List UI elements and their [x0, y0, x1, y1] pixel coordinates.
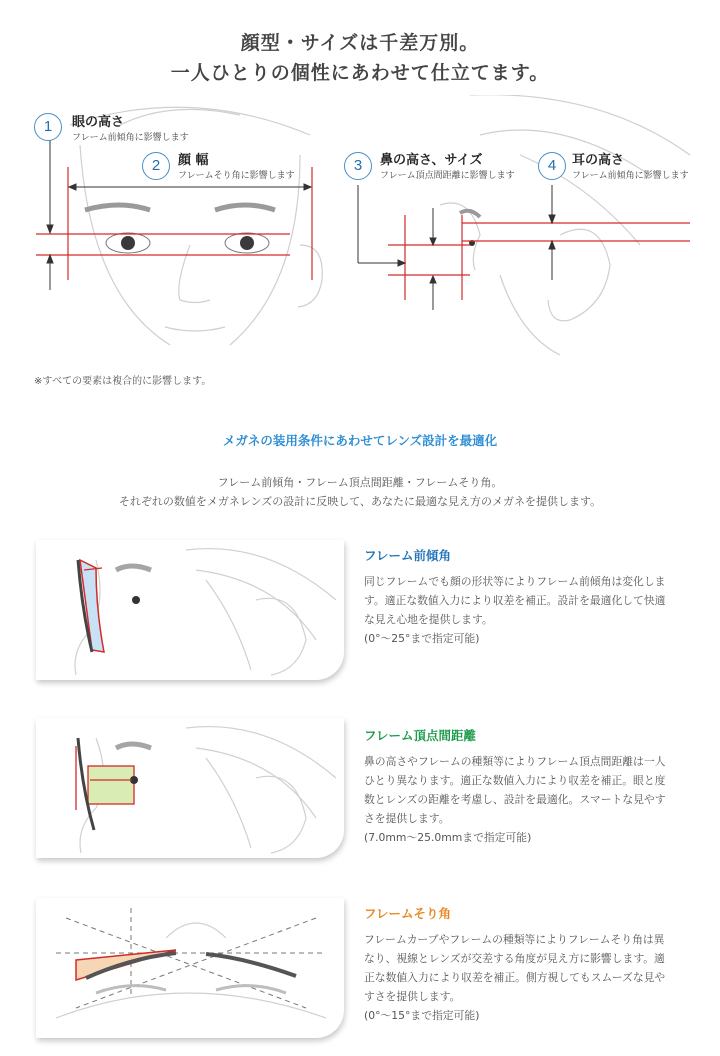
wrap-angle-range: (0°～15°まで指定可能) [364, 1009, 480, 1022]
optimize-heading: メガネの装用条件にあわせてレンズ設計を最適化 [222, 433, 498, 448]
right-eyebrow [215, 205, 275, 210]
wrap-angle-description [364, 930, 694, 1025]
wrap-angle-title: フレームそり角 [364, 906, 452, 921]
vertex-distance-line-4: さを提供します。 [364, 812, 450, 825]
factor-number-1: 1 [34, 113, 62, 141]
pantoscopic-tilt-illustration [36, 540, 344, 680]
intro-line-1: フレーム前傾角・フレーム頂点間距離・フレームそり角。 [217, 476, 503, 489]
vertex-distance-description [364, 752, 694, 847]
wrap-angle-line-2: なり、視線とレンズが交差する角度が見え方に影響します。適 [364, 952, 665, 965]
pantoscopic-tilt-line-1: 同じフレームでも顔の形状等によりフレーム前傾角は変化しま [364, 575, 666, 588]
factor-number-2: 2 [142, 152, 170, 180]
factor-sub-ear-height: フレーム前傾角に影響します [572, 171, 689, 181]
intro-line-2: それぞれの数値をメガネレンズの設計に反映して、あなたに最適な見え方のメガネを提供します。 [118, 495, 602, 508]
wrap-angle-illustration [36, 898, 344, 1038]
vertex-distance-line-2: ひとり異なります。適正な数値入力により収差を補正。眼と度 [364, 774, 666, 787]
factor-sub-eye-height: フレーム前傾角に影響します [72, 133, 189, 143]
factor-number-4: 4 [538, 152, 566, 180]
composite-note: ※すべての要素は複合的に影響します。 [34, 376, 212, 387]
pantoscopic-tilt-title: フレーム前傾角 [364, 548, 452, 563]
factor-title-ear-height: 耳の高さ [572, 153, 625, 168]
vertex-distance-line-1: 鼻の高さやフレームの種類等によりフレーム頂点間距離は一人 [364, 755, 666, 768]
factor-sub-nose: フレーム頂点間距離に影響します [380, 171, 515, 181]
factor-number-3: 3 [344, 152, 372, 180]
wrap-angle-line-4: すさを提供します。 [364, 990, 461, 1003]
vertex-distance-line-3: 数とレンズの距離を考慮し、設計を最適化。スマートな見やす [364, 793, 666, 806]
factor-title-nose: 鼻の高さ、サイズ [380, 153, 483, 168]
headline-line-1: 顔型・サイズは千差万別。 [240, 32, 480, 54]
pantoscopic-tilt-line-3: な見え心地を提供します。 [364, 613, 493, 626]
factor-title-face-width: 顔 幅 [178, 153, 209, 168]
factor-sub-face-width: フレームそり角に影響します [178, 171, 295, 181]
vertex-distance-range: (7.0mm～25.0mmまで指定可能) [364, 831, 532, 844]
left-eyebrow [85, 205, 150, 210]
factor-title-eye-height: 眼の高さ [72, 115, 125, 130]
face-measurement-illustration [0, 95, 720, 365]
vertex-distance-illustration [36, 718, 344, 858]
pantoscopic-tilt-line-2: す。適正な数値入力により収差を補正。設計を最適化して快適 [364, 594, 666, 607]
pantoscopic-tilt-range: (0°～25°まで指定可能) [364, 632, 480, 645]
headline-line-2: 一人ひとりの個性にあわせて仕立てます。 [170, 62, 550, 84]
wrap-angle-line-3: 正な数値入力により収差を補正。側方視してもスムーズな見や [364, 971, 666, 984]
wrap-angle-line-1: フレームカーブやフレームの種類等によりフレームそり角は異 [364, 933, 665, 946]
vertex-distance-title: フレーム頂点間距離 [364, 728, 477, 743]
pantoscopic-tilt-description [364, 572, 694, 648]
